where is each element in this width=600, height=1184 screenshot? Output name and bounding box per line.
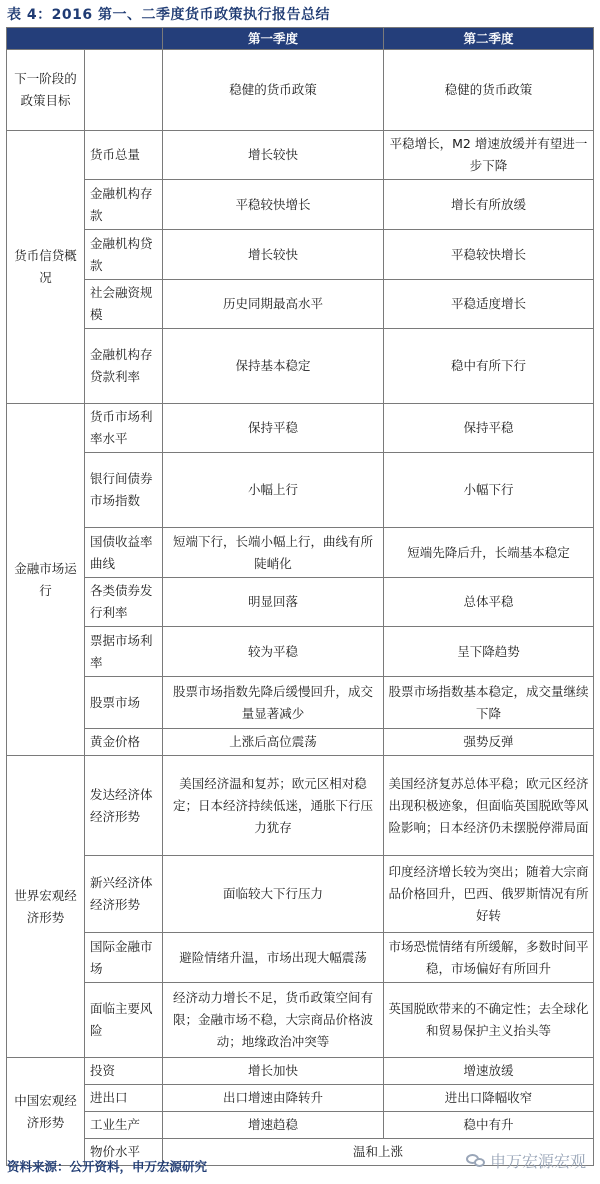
row-subcategory: 金融机构贷款 bbox=[85, 230, 163, 280]
q2-cell: 市场恐慌情绪有所缓解，多数时间平稳，市场偏好有所回升 bbox=[384, 933, 594, 983]
table-row bbox=[7, 180, 594, 230]
table-row bbox=[7, 627, 594, 677]
row-subcategory: 物价水平 bbox=[85, 1139, 163, 1166]
row-subcategory: 银行间债券市场指数 bbox=[85, 453, 163, 528]
q1-cell: 较为平稳 bbox=[163, 627, 384, 677]
q1-cell: 历史同期最高水平 bbox=[163, 280, 384, 329]
q1-cell: 避险情绪升温，市场出现大幅震荡 bbox=[163, 933, 384, 983]
header-blank bbox=[7, 28, 163, 50]
watermark-text: 申万宏源宏观 bbox=[489, 1152, 586, 1171]
q2-cell: 平稳较快增长 bbox=[384, 230, 594, 280]
table-row bbox=[7, 453, 594, 528]
q1-cell: 稳健的货币政策 bbox=[163, 50, 384, 131]
q1-cell: 出口增速由降转升 bbox=[163, 1085, 384, 1112]
policy-summary-table bbox=[6, 27, 594, 1166]
row-subcategory: 票据市场利率 bbox=[85, 627, 163, 677]
table-title: 表 4：2016 第一、二季度货币政策执行报告总结 bbox=[7, 7, 330, 23]
wechat-icon bbox=[466, 1153, 486, 1169]
row-subcategory: 黄金价格 bbox=[85, 729, 163, 756]
table-row bbox=[7, 280, 594, 329]
table-row bbox=[7, 729, 594, 756]
q2-cell: 平稳适度增长 bbox=[384, 280, 594, 329]
table-row bbox=[7, 578, 594, 627]
row-category: 下一阶段的政策目标 bbox=[7, 50, 85, 131]
q2-cell: 英国脱欧带来的不确定性；去全球化和贸易保护主义抬头等 bbox=[384, 983, 594, 1058]
row-subcategory: 国债收益率曲线 bbox=[85, 528, 163, 578]
row-subcategory: 各类债券发行利率 bbox=[85, 578, 163, 627]
table-row bbox=[7, 983, 594, 1058]
q2-cell: 呈下降趋势 bbox=[384, 627, 594, 677]
q2-cell: 稳健的货币政策 bbox=[384, 50, 594, 131]
q2-cell: 进出口降幅收窄 bbox=[384, 1085, 594, 1112]
table-row bbox=[7, 131, 594, 180]
table-row bbox=[7, 528, 594, 578]
q2-cell: 强势反弹 bbox=[384, 729, 594, 756]
table-row bbox=[7, 404, 594, 453]
q1-cell: 增长较快 bbox=[163, 230, 384, 280]
table-row bbox=[7, 329, 594, 404]
source-note: 资料来源：公开资料，申万宏源研究 bbox=[7, 1159, 208, 1174]
q2-cell: 稳中有升 bbox=[384, 1112, 594, 1139]
row-subcategory: 货币市场利率水平 bbox=[85, 404, 163, 453]
row-category: 货币信贷概况 bbox=[7, 131, 85, 404]
table-row bbox=[7, 856, 594, 933]
table-header-row bbox=[7, 28, 594, 50]
q1-cell: 上涨后高位震荡 bbox=[163, 729, 384, 756]
row-subcategory: 发达经济体经济形势 bbox=[85, 756, 163, 856]
q1-cell: 明显回落 bbox=[163, 578, 384, 627]
q2-cell: 平稳增长，M2 增速放缓并有望进一步下降 bbox=[384, 131, 594, 180]
q1-cell: 保持基本稳定 bbox=[163, 329, 384, 404]
q1-cell: 小幅上行 bbox=[163, 453, 384, 528]
header-q1: 第一季度 bbox=[163, 28, 384, 50]
q2-cell: 保持平稳 bbox=[384, 404, 594, 453]
q2-cell: 短端先降后升，长端基本稳定 bbox=[384, 528, 594, 578]
q2-cell: 增长有所放缓 bbox=[384, 180, 594, 230]
row-category: 金融市场运行 bbox=[7, 404, 85, 756]
merged-cell: 温和上涨 bbox=[163, 1139, 594, 1166]
row-subcategory: 国际金融市场 bbox=[85, 933, 163, 983]
q2-cell: 增速放缓 bbox=[384, 1058, 594, 1085]
row-subcategory: 股票市场 bbox=[85, 677, 163, 729]
table-row bbox=[7, 230, 594, 280]
row-subcategory: 新兴经济体经济形势 bbox=[85, 856, 163, 933]
table-row bbox=[7, 1085, 594, 1112]
q1-cell: 增长较快 bbox=[163, 131, 384, 180]
row-subcategory: 金融机构存贷款利率 bbox=[85, 329, 163, 404]
row-subcategory: 社会融资规模 bbox=[85, 280, 163, 329]
table-row bbox=[7, 1058, 594, 1085]
table-row bbox=[7, 756, 594, 856]
q2-cell: 美国经济复苏总体平稳；欧元区经济出现积极迹象，但面临英国脱欧等风险影响；日本经济仍未摆脱停滞局面 bbox=[384, 756, 594, 856]
q1-cell: 保持平稳 bbox=[163, 404, 384, 453]
table-row bbox=[7, 677, 594, 729]
table-row bbox=[7, 933, 594, 983]
table-row bbox=[7, 50, 594, 131]
q2-cell: 稳中有所下行 bbox=[384, 329, 594, 404]
row-subcategory: 金融机构存款 bbox=[85, 180, 163, 230]
row-subcategory: 货币总量 bbox=[85, 131, 163, 180]
row-subcategory: 工业生产 bbox=[85, 1112, 163, 1139]
q1-cell: 平稳较快增长 bbox=[163, 180, 384, 230]
q1-cell: 美国经济温和复苏；欧元区相对稳定；日本经济持续低迷，通胀下行压力犹存 bbox=[163, 756, 384, 856]
q2-cell: 股票市场指数基本稳定，成交量继续下降 bbox=[384, 677, 594, 729]
q1-cell: 股票市场指数先降后缓慢回升，成交量显著减少 bbox=[163, 677, 384, 729]
row-subcategory: 面临主要风险 bbox=[85, 983, 163, 1058]
table-row bbox=[7, 1112, 594, 1139]
watermark bbox=[466, 1149, 586, 1172]
row-subcategory bbox=[85, 50, 163, 131]
q2-cell: 印度经济增长较为突出；随着大宗商品价格回升，巴西、俄罗斯情况有所好转 bbox=[384, 856, 594, 933]
q1-cell: 经济动力增长不足，货币政策空间有限；金融市场不稳，大宗商品价格波动；地缘政治冲突等 bbox=[163, 983, 384, 1058]
q2-cell: 总体平稳 bbox=[384, 578, 594, 627]
q1-cell: 增速趋稳 bbox=[163, 1112, 384, 1139]
row-category: 世界宏观经济形势 bbox=[7, 756, 85, 1058]
header-q2: 第二季度 bbox=[384, 28, 594, 50]
q2-cell: 小幅下行 bbox=[384, 453, 594, 528]
row-category: 中国宏观经济形势 bbox=[7, 1058, 85, 1166]
row-subcategory: 进出口 bbox=[85, 1085, 163, 1112]
q1-cell: 增长加快 bbox=[163, 1058, 384, 1085]
q1-cell: 面临较大下行压力 bbox=[163, 856, 384, 933]
q1-cell: 短端下行，长端小幅上行，曲线有所陡峭化 bbox=[163, 528, 384, 578]
row-subcategory: 投资 bbox=[85, 1058, 163, 1085]
